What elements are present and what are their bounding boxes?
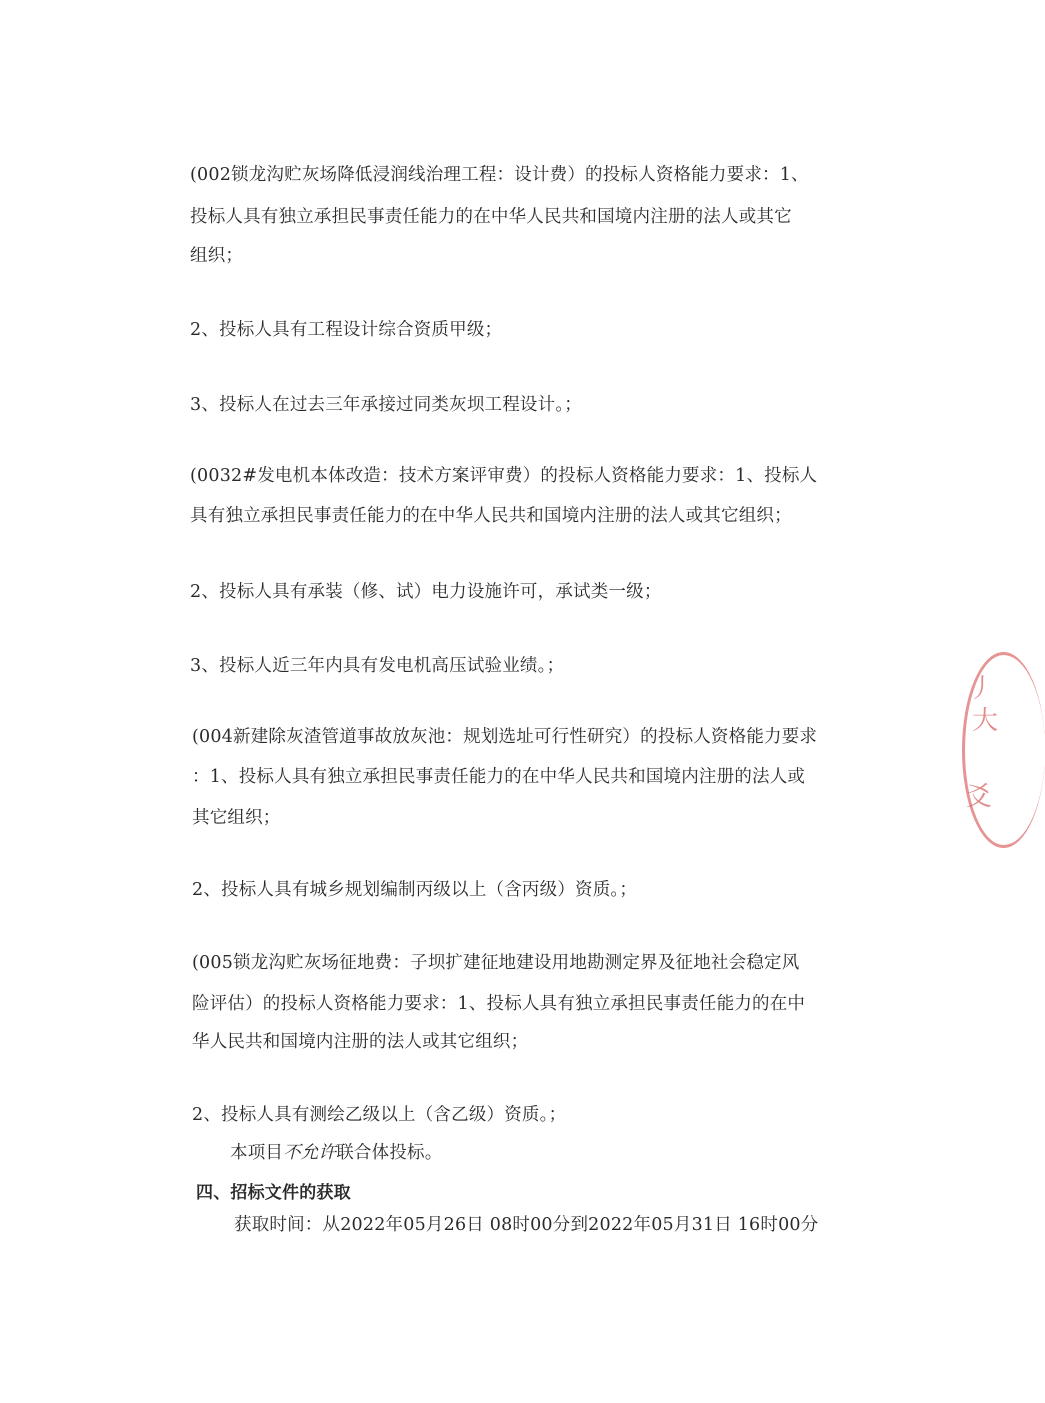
seal-glyph: 丿	[968, 674, 995, 704]
paragraph-line: 3、投标人在过去三年承接过同类灰坝工程设计。；	[190, 395, 582, 415]
paragraph-line: 具有独立承担民事责任能力的在中华人民共和国境内注册的法人或其它组织；	[190, 506, 792, 526]
paragraph-line: 险评估）的投标人资格能力要求：1、投标人具有独立承担民事责任能力的在中	[192, 994, 806, 1014]
paragraph-line: 2、投标人具有测绘乙级以上（含乙级）资质。；	[192, 1105, 567, 1125]
paragraph-line: 组织；	[190, 246, 244, 266]
paragraph-line: 2、投标人具有工程设计综合资质甲级；	[190, 320, 503, 340]
acquire-time: 获取时间：从2022年05月26日 08时00分到2022年05月31日 16时00分	[234, 1215, 819, 1235]
paragraph-line: 投标人具有独立承担民事责任能力的在中华人民共和国境内注册的法人或其它	[190, 207, 792, 227]
paragraph-line: ：1、投标人具有独立承担民事责任能力的在中华人民共和国境内注册的法人或	[192, 767, 806, 787]
consortium-note	[230, 1141, 442, 1165]
paragraph-line: (0032#发电机本体改造：技术方案评审费）的投标人资格能力要求：1、投标人	[190, 466, 818, 486]
consortium-suffix: 联合体投标。	[336, 1143, 443, 1163]
paragraph-line: (004新建除灰渣管道事故放灰池：规划选址可行性研究）的投标人资格能力要求	[192, 727, 818, 747]
paragraph-line: 其它组织；	[192, 808, 281, 828]
section-heading: 四、招标文件的获取	[196, 1183, 351, 1203]
paragraph-line: 华人民共和国境内注册的法人或其它组织；	[192, 1032, 529, 1052]
paragraph-line: (002锁龙沟贮灰场降低浸润线治理工程：设计费）的投标人资格能力要求：1、	[190, 165, 809, 185]
paragraph-line: 2、投标人具有承装（修、试）电力设施许可，承试类一级；	[190, 582, 662, 602]
paragraph-line: (005锁龙沟贮灰场征地费：子坝扩建征地建设用地勘测定界及征地社会稳定风	[192, 953, 800, 973]
seal-glyph: 爻	[966, 782, 993, 812]
paragraph-line: 3、投标人近三年内具有发电机高压试验业绩。；	[190, 656, 565, 676]
consortium-emphasis: 不允许	[283, 1143, 337, 1163]
paragraph-line: 2、投标人具有城乡规划编制丙级以上（含丙级）资质。；	[192, 880, 638, 900]
consortium-prefix: 本项目	[230, 1143, 284, 1163]
seal-glyph: 大	[972, 706, 999, 736]
